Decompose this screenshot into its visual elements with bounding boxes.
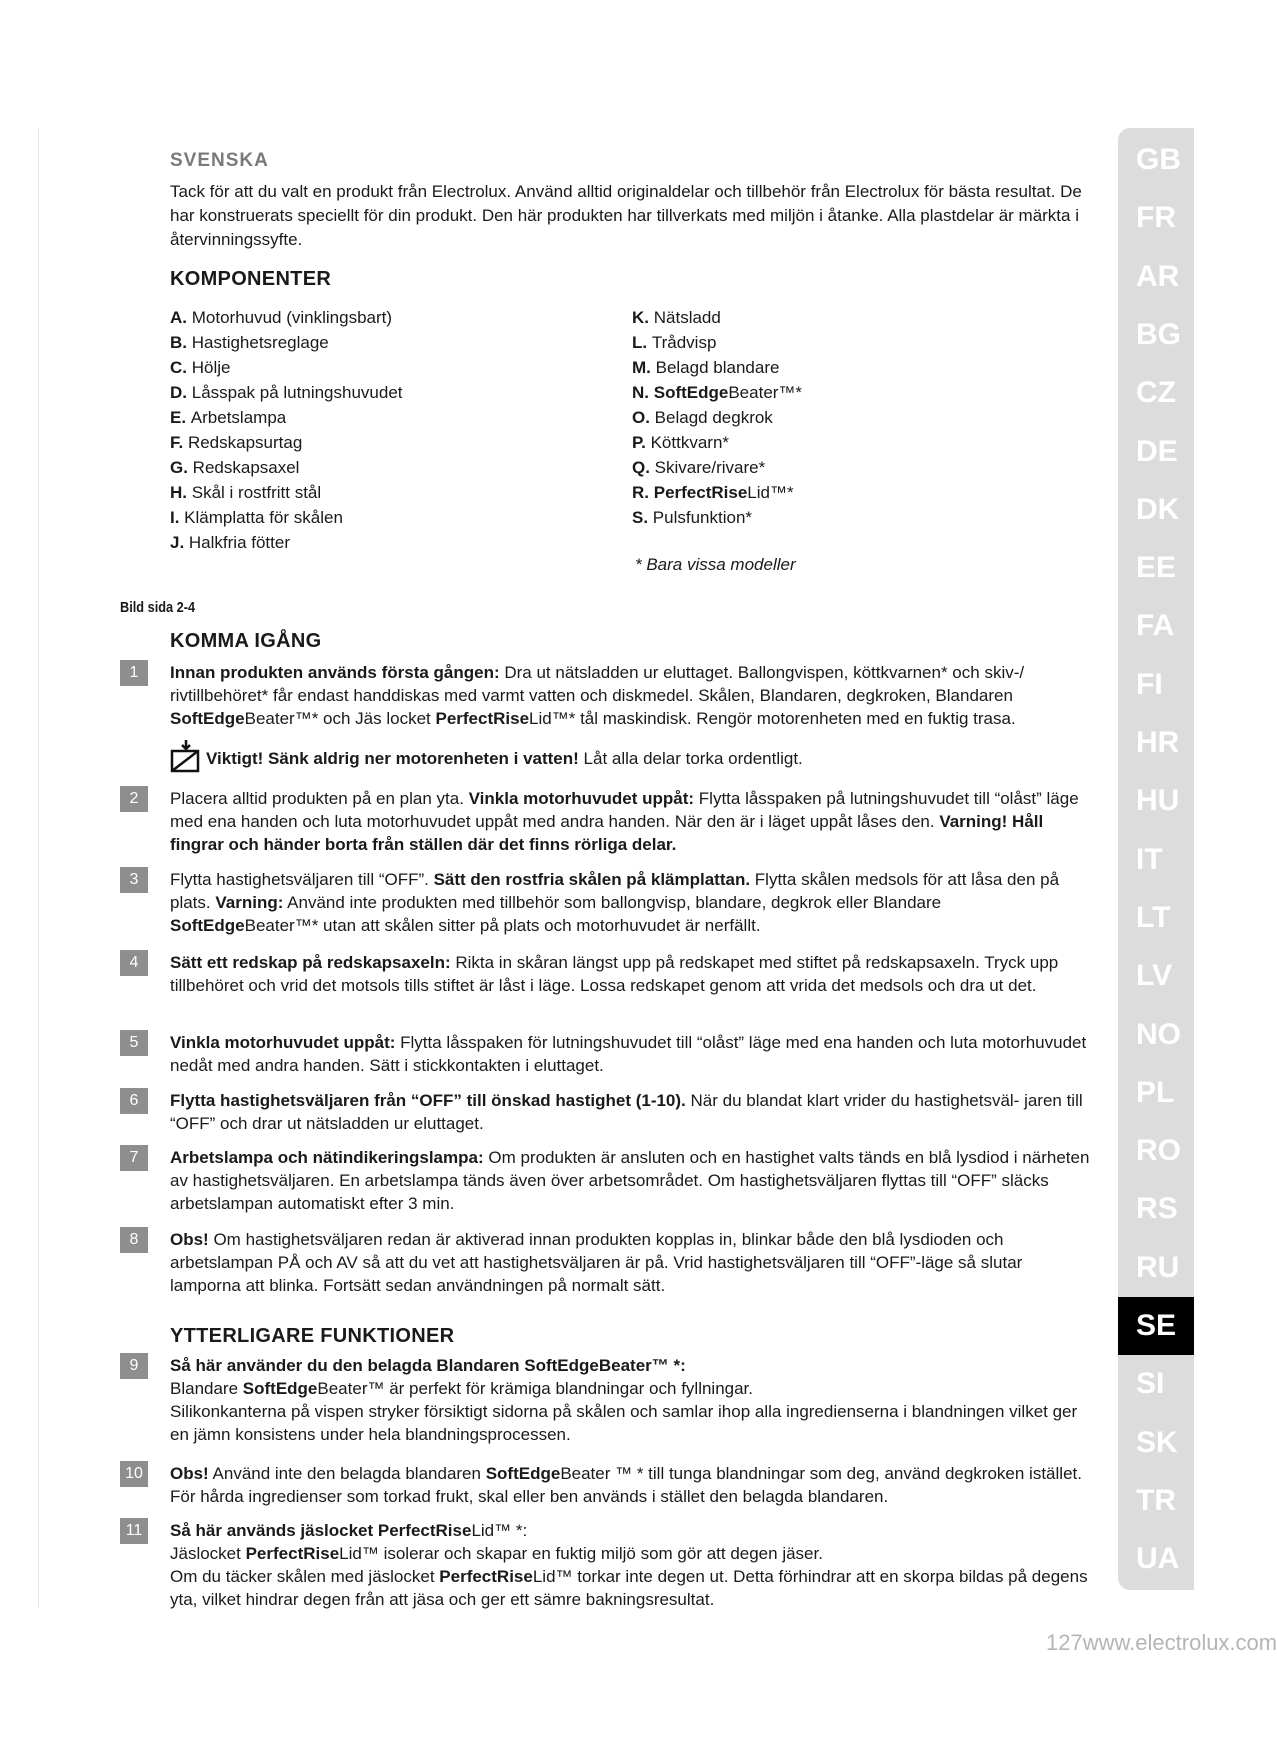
- components-heading: KOMPONENTER: [170, 268, 332, 290]
- components-list-left: [170, 305, 403, 555]
- component-item: K. Nätsladd: [632, 308, 721, 327]
- language-tab-ru[interactable]: RU: [1136, 1250, 1180, 1284]
- language-tab-dk[interactable]: DK: [1136, 492, 1180, 526]
- step-text: Vinkla motorhuvudet uppåt: Flytta låsspaken för lutningshuvudet till “olåst” läge med ena handen och luta motorhuvudet nedåt med andra handen. Sätt i stickkontakten i eluttaget.: [170, 1033, 1087, 1075]
- language-tab-bg[interactable]: BG: [1136, 317, 1181, 351]
- step-text: Flytta hastighetsväljaren från “OFF” till önskad hastighet (1-10). När du blandat klart vrider du hastighetsväl- jaren till “OFF” och drar ut nätsladden ur eluttaget.: [170, 1091, 1083, 1133]
- components-list-right: [632, 305, 802, 530]
- step-number: 3: [120, 867, 148, 893]
- component-item: G. Redskapsaxel: [170, 458, 300, 477]
- component-item: H. Skål i rostfritt stål: [170, 483, 322, 502]
- models-note: * Bara vissa modeller: [635, 555, 796, 574]
- step-number: 4: [120, 950, 148, 976]
- language-tab-se[interactable]: SE: [1118, 1297, 1194, 1355]
- component-item: S. Pulsfunktion*: [632, 508, 753, 527]
- component-item: E. Arbetslampa: [170, 408, 287, 427]
- step-number: 5: [120, 1030, 148, 1056]
- page-footer: [1046, 1630, 1277, 1656]
- language-tab-de[interactable]: DE: [1136, 434, 1178, 468]
- language-tab-pl[interactable]: PL: [1136, 1075, 1175, 1109]
- language-tab-no[interactable]: NO: [1136, 1017, 1181, 1051]
- language-tab-ee[interactable]: EE: [1136, 551, 1177, 585]
- step-text: Obs! Använd inte den belagda blandaren SoftEdgeBeater ™ * till tunga blandningar som deg, använd degkroken istället. För hårda ingredienser som torkad frukt, skal eller ben används i stället den belagda blandaren.: [170, 1464, 1082, 1506]
- step-number: 8: [120, 1227, 148, 1253]
- getting-started-heading: KOMMA IGÅNG: [170, 630, 322, 652]
- step-number: 1: [120, 660, 148, 686]
- component-item: R. PerfectRiseLid™*: [632, 483, 794, 502]
- component-item: N. SoftEdgeBeater™*: [632, 383, 803, 402]
- component-item: L. Trådvisp: [632, 333, 717, 352]
- component-item: A. Motorhuvud (vinklingsbart): [170, 308, 393, 327]
- component-item: B. Hastighetsreglage: [170, 333, 329, 352]
- section-title: SVENSKA: [170, 150, 269, 171]
- language-tab-hr[interactable]: HR: [1136, 726, 1180, 759]
- step-text: Obs! Om hastighetsväljaren redan är aktiverad innan produkten kopplas in, blinkar både den blå lysdioden och arbetslampan PÅ och AV så att du vet att hastighetsväljaren är på. Vrid hastighetsväljaren till “OFF”-läge så slutar lamporna att blinka. Fortsätt sedan användningen på normalt sätt.: [170, 1230, 1023, 1295]
- language-tab-ar[interactable]: AR: [1136, 259, 1180, 293]
- step-number: 11: [120, 1518, 148, 1544]
- step-text: Så här används jäslocket PerfectRiseLid™ *: Jäslocket PerfectRiseLid™ isolerar och skapar en fuktig miljö som gör att degen jäser. Om du täcker skålen med jäslocket PerfectRiseLid™ torkar inte degen ut. Detta förhindrar att en skorpa bildas på degens yta, vilket hindrar degen från att jäsa och ger ett sämre bakningsresultat.: [170, 1521, 1088, 1609]
- language-tab-fr[interactable]: FR: [1136, 201, 1176, 235]
- intro-paragraph: Tack för att du valt en produkt från Electrolux. Använd alltid originaldelar och tillbehör från Electrolux för bästa resultat. De har konstruerats speciellt för din produkt. Den här produkten har tillverkats med miljön i åtanke. Alla plastdelar är märkta i återvinningssyfte.: [170, 182, 1082, 249]
- component-item: D. Låsspak på lutningshuvudet: [170, 383, 403, 402]
- step-text: Innan produkten används första gången: Dra ut nätsladden ur eluttaget. Ballongvispen, köttkvarnen* och skiv-/ rivtillbehöret* får endast handdiskas med varmt vatten och diskmedel. Skålen, Blandaren, degkroken, Blandaren SoftEdgeBeater™* och Jäs locket PerfectRiseLid™* tål maskindisk. Rengör motorenheten med en fuktig trasa.: [170, 663, 1025, 728]
- additional-heading: YTTERLIGARE FUNKTIONER: [170, 1325, 455, 1347]
- language-tab-hu[interactable]: HU: [1136, 784, 1180, 818]
- language-tab-rs[interactable]: RS: [1136, 1192, 1178, 1226]
- step-number: 10: [120, 1461, 148, 1487]
- figure-reference: Bild sida 2-4: [120, 599, 196, 616]
- language-tab-it[interactable]: IT: [1136, 842, 1163, 876]
- footer-url: www.electrolux.com: [1082, 1630, 1277, 1655]
- component-item: C. Hölje: [170, 358, 231, 377]
- language-tab-lv[interactable]: LV: [1136, 959, 1173, 993]
- step-text: Arbetslampa och nätindikeringslampa: Om produkten är ansluten och en hastighet valts tänds en blå lysdiod i närheten av hastighetsväljaren. En arbetslampa tänds även över arbetsområdet. Om hastighetsväljaren flyttas till “OFF” släcks arbetslampan automatiskt efter 3 min.: [170, 1148, 1090, 1213]
- language-tab-lt[interactable]: LT: [1136, 900, 1171, 934]
- component-item: I. Klämplatta för skålen: [170, 508, 343, 527]
- language-tab-fa[interactable]: FA: [1136, 609, 1175, 643]
- step-text: Så här använder du den belagda Blandaren SoftEdgeBeater™ *: Blandare SoftEdgeBeater™ är perfekt för krämiga blandningar och fyllningar. Silikonkanterna på vispen stryker försiktigt sidorna på skålen och samlar ihop alla ingredienserna i blandningen vilket ger en jämn konsistens under hela blandningsprocessen.: [170, 1356, 1078, 1444]
- language-tab-ua[interactable]: UA: [1136, 1542, 1180, 1576]
- language-tab-ro[interactable]: RO: [1136, 1134, 1181, 1168]
- step-number: 9: [120, 1353, 148, 1379]
- language-tab-fi[interactable]: FI: [1136, 667, 1163, 701]
- margin-line: [38, 128, 39, 1608]
- language-tab-sk[interactable]: SK: [1136, 1425, 1178, 1459]
- step-text: Sätt ett redskap på redskapsaxeln: Rikta in skåran längst upp på redskapet med stiftet på redskapsaxeln. Tryck upp tillbehöret och vrid det motsols tills stiftet är låst i läge. Lossa redskapet genom att vrida det medsols och dra ut det.: [170, 953, 1059, 995]
- language-tab-tr[interactable]: TR: [1136, 1483, 1176, 1517]
- language-tab-si[interactable]: SI: [1136, 1367, 1165, 1401]
- component-item: F. Redskapsurtag: [170, 433, 303, 452]
- component-item: Q. Skivare/rivare*: [632, 458, 766, 477]
- component-item: P. Köttkvarn*: [632, 433, 730, 452]
- step-number: 7: [120, 1145, 148, 1171]
- page-number: 127: [1046, 1630, 1083, 1655]
- step-number: 2: [120, 786, 148, 812]
- step-text: Placera alltid produkten på en plan yta. Vinkla motorhuvudet uppåt: Flytta låsspaken på lutningshuvudet till “olåst” läge med ena handen och luta motorhuvudet uppåt med andra handen. När den är i läget uppåt låses den. Varning! Håll fingrar och händer borta från ställen där det finns rörliga delar.: [170, 789, 1079, 854]
- component-item: M. Belagd blandare: [632, 358, 780, 377]
- language-tab-gb[interactable]: GB: [1136, 143, 1181, 176]
- warning-text: Viktigt! Sänk aldrig ner motorenheten i vatten! Låt alla delar torka ordentligt.: [206, 749, 803, 768]
- component-item: J. Halkfria fötter: [170, 533, 290, 552]
- step-text: Flytta hastighetsväljaren till “OFF”. Sätt den rostfria skålen på klämplattan. Flytta skålen medsols för att låsa den på plats. Varning: Använd inte produkten med tillbehör som ballongvisp, blandare, degkrok eller Blandare SoftEdgeBeater™* utan att skålen sitter på plats och motorhuvudet är nerfällt.: [170, 870, 1060, 935]
- step-number: 6: [120, 1088, 148, 1114]
- component-item: O. Belagd degkrok: [632, 408, 773, 427]
- language-tab-cz[interactable]: CZ: [1136, 376, 1176, 410]
